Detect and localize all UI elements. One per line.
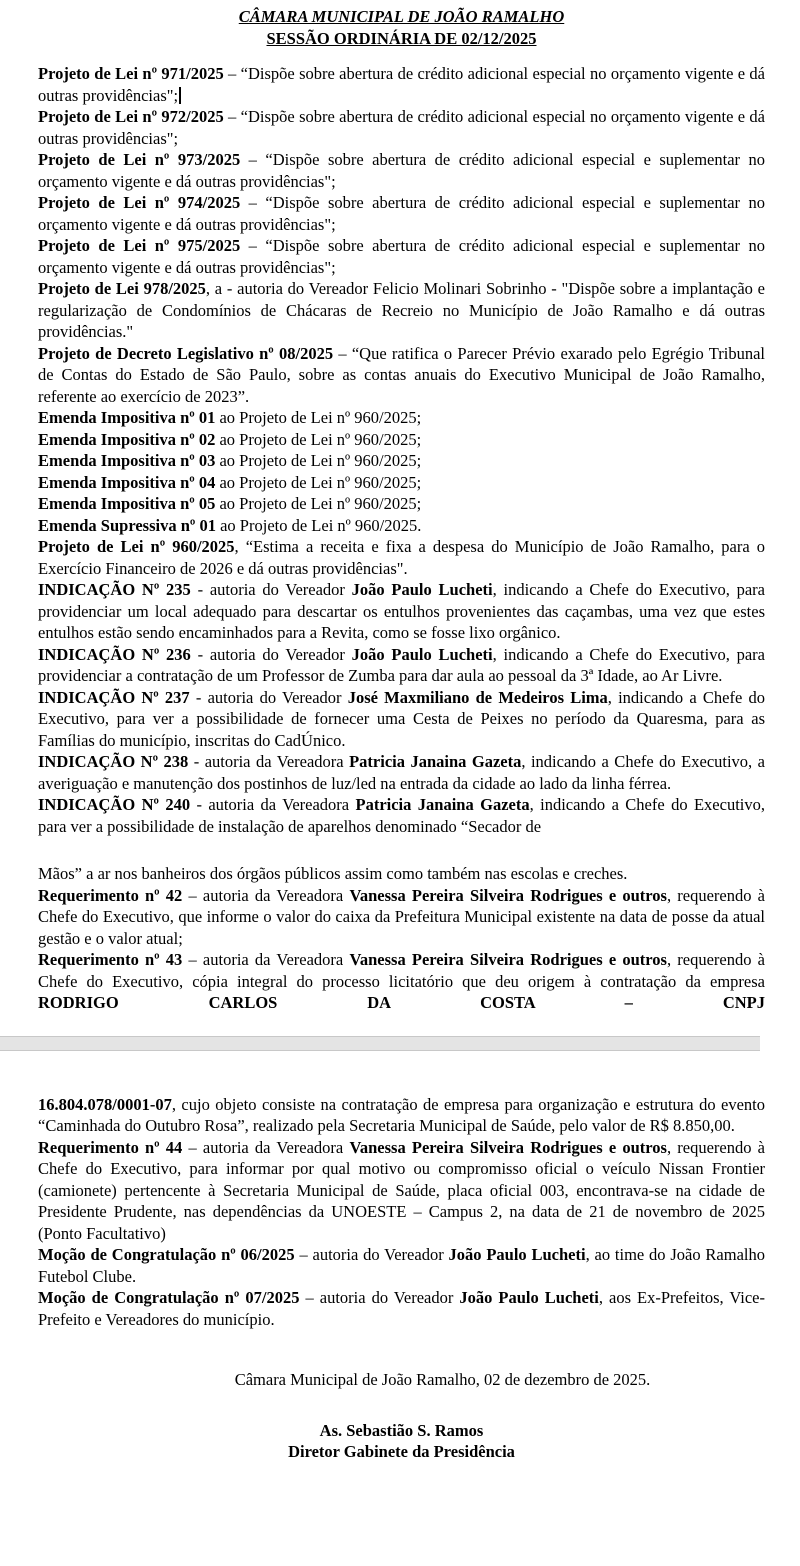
bold-text-run: José Maxmiliano de Medeiros Lima [347, 687, 608, 707]
bold-text-run: Emenda Impositiva nº 03 [38, 451, 216, 470]
signature-name[interactable]: As. Sebastião S. Ramos [319, 1420, 484, 1440]
text-run: ao Projeto de Lei nº 960/2025; [215, 451, 422, 470]
bold-text-run: INDICAÇÃO Nº 235 [38, 580, 191, 599]
bold-text-run: Requerimento nº 42 [38, 885, 183, 905]
text-run: , indicando a Chefe do Executivo, para providenciar um local adequado para descartar os entulhos provenientes das caçambas, uma vez que estes entulhos estão sendo encaminhados para a Revita, como se fosse lixo orgânico. [38, 580, 765, 642]
projeto-lei-971[interactable] [38, 63, 765, 106]
text-run: , indicando a Chefe do Executivo, a averiguação e manutenção dos postinhos de luz/led na entrada da cidade ao lado da linha férrea. [38, 752, 765, 793]
indicacao-236[interactable] [38, 644, 765, 687]
text-run: – “Dispõe sobre abertura de crédito adicional especial no orçamento vigente e dá outras providências"; [38, 107, 765, 148]
bold-text-run: João Paulo Lucheti [351, 580, 493, 599]
projeto-lei-972[interactable] [38, 106, 765, 149]
vertical-spacer [38, 1014, 765, 1036]
indicacao-235[interactable] [38, 579, 765, 644]
text-run: ao Projeto de Lei nº 960/2025; [215, 408, 422, 427]
document-title[interactable]: CÂMARA MUNICIPAL DE JOÃO RAMALHO [238, 7, 565, 26]
text-run: - autoria do Vereador [190, 644, 352, 664]
bold-text-run: Vanessa Pereira Silveira Rodrigues e outros [349, 1137, 667, 1157]
bold-text-run: Moção de Congratulação nº 06/2025 [38, 1245, 295, 1264]
vertical-spacer [38, 49, 765, 63]
requerimento-42[interactable] [38, 885, 765, 950]
emenda-supressiva-01[interactable] [38, 515, 765, 537]
projeto-lei-960[interactable] [38, 536, 765, 579]
bold-text-run: João Paulo Lucheti [351, 644, 493, 664]
mocao-congratulacao-06[interactable] [38, 1244, 765, 1287]
text-run: – “Dispõe sobre abertura de crédito adicional especial no orçamento vigente e dá outras providências"; [38, 64, 765, 105]
text-run: ao Projeto de Lei nº 960/2025; [215, 429, 422, 449]
bold-text-run: 16.804.078/0001-07 [38, 1094, 172, 1114]
bold-text-run: Requerimento nº 43 [38, 950, 183, 969]
requerimento-44[interactable] [38, 1137, 765, 1245]
vertical-spacer [38, 837, 765, 863]
text-run: , requerendo à Chefe do Executivo, que informe o valor do caixa da Prefeitura Municipal existente na data de posse da atual gestão e o valor atual; [38, 885, 765, 948]
text-run: Mãos” a ar nos banheiros dos órgãos públicos assim como também nas escolas e creches. [38, 864, 628, 883]
bold-text-run: INDICAÇÃO Nº 237 [38, 687, 190, 707]
text-run: – “Dispõe sobre abertura de crédito adicional especial e suplementar no orçamento vigente e dá outras providências"; [38, 236, 765, 277]
bold-text-run: Patricia Janaina Gazeta [349, 752, 522, 771]
indicacao-238[interactable] [38, 751, 765, 794]
indicacao-240-continuacao[interactable] [38, 863, 765, 885]
text-run: , requerendo à Chefe do Executivo, para informar por qual motivo ou compromisso oficial o veículo Nissan Frontier (camionete) pertencente à Secretaria Municipal de Saúde, placa oficial 003, encontrava-se na cidade de Presidente Prudente, nas dependências da UNOESTE – Campus 2, na data de 21 de novembro de 2025 (Ponto Facultativo) [38, 1137, 765, 1243]
indicacao-240[interactable] [38, 794, 765, 837]
text-run: – autoria do Vereador [294, 1245, 449, 1264]
projeto-lei-974[interactable] [38, 192, 765, 235]
projeto-lei-975[interactable] [38, 235, 765, 278]
bold-text-run: Moção de Congratulação nº 07/2025 [38, 1288, 300, 1307]
bold-text-run: Projeto de Lei nº 974/2025 [38, 193, 241, 212]
vertical-spacer [38, 1391, 765, 1420]
text-run: , a - autoria do Vereador Felicio Molinari Sobrinho - "Dispõe sobre a implantação e regularização de Condomínios de Chácaras de Recreio no Município de João Ramalho e dá outras providências." [38, 279, 765, 341]
session-subtitle[interactable]: SESSÃO ORDINÁRIA DE 02/12/2025 [266, 28, 537, 48]
bold-text-run: INDICAÇÃO Nº 238 [38, 752, 189, 771]
text-run: ao Projeto de Lei nº 960/2025; [215, 494, 422, 513]
text-run: , requerendo à Chefe do Executivo, cópia integral do processo licitatório que deu origem à contratação da empresa [38, 950, 765, 991]
vertical-spacer [38, 1051, 765, 1094]
emenda-impositiva-01[interactable] [38, 407, 765, 429]
bold-text-run: RODRIGO CARLOS DA COSTA – CNPJ [38, 993, 765, 1012]
text-run: - autoria da Vereadora [188, 752, 350, 771]
signature-title[interactable]: Diretor Gabinete da Presidência [288, 1442, 515, 1461]
bold-text-run: Emenda Impositiva nº 02 [38, 429, 216, 449]
bold-text-run: Emenda Impositiva nº 05 [38, 494, 216, 513]
text-run: – “Dispõe sobre abertura de crédito adicional especial e suplementar no orçamento vigente e dá outras providências"; [38, 193, 765, 234]
text-run: – autoria da Vereadora [182, 1137, 350, 1157]
text-run: – autoria da Vereadora [182, 950, 350, 969]
bold-text-run: João Paulo Lucheti [459, 1288, 599, 1307]
text-run: – autoria do Vereador [299, 1288, 460, 1307]
bold-text-run: Vanessa Pereira Silveira Rodrigues e outros [349, 950, 667, 969]
bold-text-run: Emenda Supressiva nº 01 [38, 515, 216, 535]
vertical-spacer [38, 1330, 765, 1369]
bold-text-run: Requerimento nº 44 [38, 1137, 183, 1157]
text-run: - autoria do Vereador [190, 580, 352, 599]
projeto-lei-973[interactable] [38, 149, 765, 192]
bold-text-run: Projeto de Lei nº 971/2025 [38, 64, 224, 83]
bold-text-run: Patricia Janaina Gazeta [355, 795, 530, 814]
bold-text-run: João Paulo Lucheti [448, 1245, 586, 1264]
text-run: - autoria da Vereadora [190, 795, 356, 814]
text-run: – autoria da Vereadora [182, 885, 350, 905]
text-cursor-caret [179, 87, 181, 104]
bold-text-run: Projeto de Lei 978/2025 [38, 279, 206, 298]
bold-text-run: Vanessa Pereira Silveira Rodrigues e outros [349, 885, 667, 905]
text-run: ao Projeto de Lei nº 960/2025. [215, 515, 422, 535]
emenda-impositiva-05[interactable] [38, 493, 765, 515]
text-run: – “Que ratifica o Parecer Prévio exarado pelo Egrégio Tribunal de Contas do Estado de São Paulo, sobre as contas anuais do Executivo Municipal de João Ramalho, referente ao exercício de 2023”. [38, 343, 766, 406]
mocao-congratulacao-07[interactable] [38, 1287, 765, 1330]
text-run: , indicando a Chefe do Executivo, para ver a possibilidade de fornecer uma Cesta de Peixes no período da Quaresma, para as Famílias do município, inscritas do CadÚnico. [38, 687, 765, 750]
text-run: , indicando a Chefe do Executivo, para providenciar a contratação de um Professor de Zumba para dar aula ao pessoal da 3ª Idade, ao Ar Livre. [38, 644, 765, 685]
projeto-lei-978[interactable] [38, 278, 765, 343]
bold-text-run: INDICAÇÃO Nº 240 [38, 795, 191, 814]
text-run: , “Estima a receita e fixa a despesa do Município de João Ramalho, para o Exercício Financeiro de 2026 e dá outras providências". [38, 537, 765, 578]
bold-text-run: Projeto de Lei nº 973/2025 [38, 150, 241, 169]
text-run: , aos Ex-Prefeitos, Vice-Prefeito e Vereadores do município. [38, 1288, 765, 1329]
bold-text-run: Emenda Impositiva nº 04 [38, 472, 216, 492]
decreto-legislativo-08[interactable] [38, 343, 765, 408]
bold-text-run: Emenda Impositiva nº 01 [38, 408, 216, 427]
text-run: , ao time do João Ramalho Futebol Clube. [38, 1245, 765, 1286]
bold-text-run: Projeto de Lei nº 960/2025 [38, 537, 235, 556]
text-run: ao Projeto de Lei nº 960/2025; [215, 472, 422, 492]
page-break-separator [0, 1036, 760, 1051]
text-run: - autoria do Vereador [189, 687, 348, 707]
bold-text-run: Projeto de Decreto Legislativo nº 08/2025 [38, 343, 334, 363]
emenda-impositiva-04[interactable] [38, 472, 765, 494]
bold-text-run: Projeto de Lei nº 972/2025 [38, 107, 224, 126]
text-run: , indicando a Chefe do Executivo, para ver a possibilidade de instalação de aparelhos denominado “Secador de [38, 795, 765, 836]
requerimento-43[interactable] [38, 949, 765, 1014]
bold-text-run: INDICAÇÃO Nº 236 [38, 644, 191, 664]
emenda-impositiva-03[interactable] [38, 450, 765, 472]
emenda-impositiva-02[interactable] [38, 429, 765, 451]
bold-text-run: Projeto de Lei nº 975/2025 [38, 236, 241, 255]
closing-date-line[interactable]: Câmara Municipal de João Ramalho, 02 de dezembro de 2025. [234, 1370, 651, 1389]
indicacao-237[interactable] [38, 687, 765, 752]
requerimento-43-continuacao[interactable] [38, 1094, 765, 1137]
text-run: – “Dispõe sobre abertura de crédito adicional especial e suplementar no orçamento vigente e dá outras providências"; [38, 150, 765, 191]
text-run: , cujo objeto consiste na contratação de empresa para organização e estrutura do evento “Caminhada do Outubro Rosa”, realizado pela Secretaria Municipal de Saúde, pelo valor de R$ 8.850,00. [38, 1094, 765, 1135]
